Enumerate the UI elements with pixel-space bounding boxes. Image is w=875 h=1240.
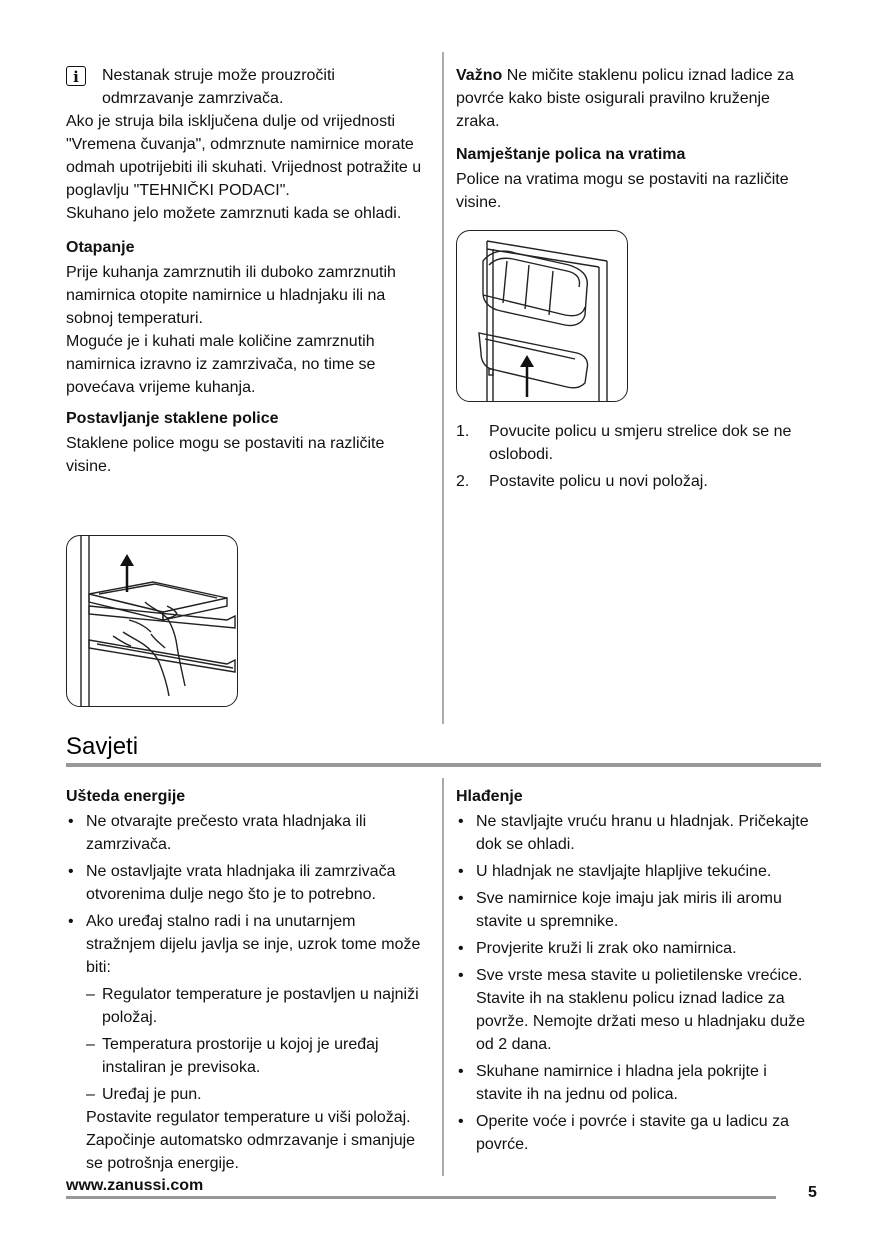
thawing-heading: Otapanje [66,239,135,256]
cooling-list [456,810,816,1156]
important-note [456,64,816,133]
column-divider-top [442,52,444,724]
info-note-text: Nestanak struje može prouzročiti odmrzavanje zamrzivača. [102,67,335,107]
door-shelves-text: Police na vratima mogu se postaviti na različite visine. [456,171,789,211]
page-number: 5 [808,1184,817,1201]
energy-heading: Ušteda energije [66,788,186,805]
list-item: • Operite voće i povrće i stavite ga u ladicu za povrće. [456,1110,816,1156]
step-number: 1. [456,423,470,440]
left-column [66,64,426,478]
list-item: • Provjerite kruži li zrak oko namirnica. [456,937,816,960]
steps-list [456,420,806,493]
list-item: • U hladnjak ne stavljajte hlapljive tekućine. [456,860,816,883]
list-item: • Ne stavljajte vruću hranu u hladnjak. Pričekajte dok se ohladi. [456,810,816,856]
note-paragraph-2: Skuhano jelo možete zamrznuti kada se ohladi. [66,205,402,222]
footer-url[interactable]: www.zanussi.com [66,1177,204,1194]
glass-shelf-illustration [66,535,238,707]
section-title: Savjeti [66,733,139,760]
step-number: 2. [456,473,470,490]
door-shelves-heading: Namještanje polica na vratima [456,146,686,163]
energy-advice: Postavite regulator temperature u viši položaj. Započinje automatsko odmrzavanje i smanjuje se potrošnja energije. [86,1109,416,1172]
section-rule [66,763,821,767]
column-divider-bottom [442,778,444,1176]
step-text: Postavite policu u novi položaj. [489,473,708,490]
energy-item-3-text: Ako uređaj stalno radi i na unutarnjem stražnjem dijelu javlja se inje, uzrok tome može biti: [86,913,421,976]
door-shelf-drawing [457,231,627,401]
right-column [456,64,816,214]
glass-shelves-text: Staklene police mogu se postaviti na različite visine. [66,435,385,475]
cooling-section [456,785,816,1160]
thawing-paragraph-1: Prije kuhanja zamrznutih ili duboko zamrznutih namirnica otopite namirnice u hladnjaku ili na sobnoj temperaturi. [66,264,396,327]
causes-list [66,983,426,1106]
glass-shelves-heading: Postavljanje staklene police [66,410,279,427]
important-label: Važno [456,67,503,84]
cooling-heading: Hlađenje [456,788,523,805]
glass-shelf-drawing [67,536,237,706]
list-item: • Sve vrste mesa stavite u polietilenske vrećice. Stavite ih na staklenu policu iznad ladice za povrže. Nemojte držati meso u hladnjaku duže od 2 dana. [456,964,816,1056]
energy-list [66,810,426,1175]
list-item: • Ne ostavljajte vrata hladnjaka ili zamrzivača otvorenima dulje nego što je to potrebno. [66,860,426,906]
info-icon: i [66,66,86,86]
list-item [456,470,806,493]
list-item: – Temperatura prostorije u kojoj je uređaj instaliran je previsoka. [66,1033,426,1079]
list-item: – Uređaj je pun. [66,1083,426,1106]
important-text: Ne mičite staklenu policu iznad ladice za povrće kako biste osigurali pravilno kruženje zraka. [456,67,794,130]
list-item: • Skuhane namirnice i hladna jela pokrijte i stavite ih na jednu od polica. [456,1060,816,1106]
list-item: • Ne otvarajte prečesto vrata hladnjaka ili zamrzivača. [66,810,426,856]
thawing-paragraph-2: Moguće je i kuhati male količine zamrznutih namirnica izravno iz zamrzivača, no time se povećava vrijeme kuhanja. [66,333,376,396]
energy-saving-section [66,785,426,1179]
list-item: • Sve namirnice koje imaju jak miris ili aromu stavite u spremnike. [456,887,816,933]
footer-rule [66,1196,776,1199]
list-item [456,420,806,466]
list-item: – Regulator temperature je postavljen u najniži položaj. [66,983,426,1029]
door-shelf-illustration [456,230,628,402]
list-item [66,910,426,1175]
note-paragraph-1: Ako je struja bila isključena dulje od vrijednosti "Vremena čuvanja", odmrznute namirnice morate odmah upotrijebiti ili skuhati. Vrijednost potražite u poglavlju "TEHNIČKI PODACI". [66,113,422,199]
info-note [66,64,426,110]
step-text: Povucite policu u smjeru strelice dok se ne oslobodi. [489,423,792,463]
door-shelves-steps [456,420,806,497]
